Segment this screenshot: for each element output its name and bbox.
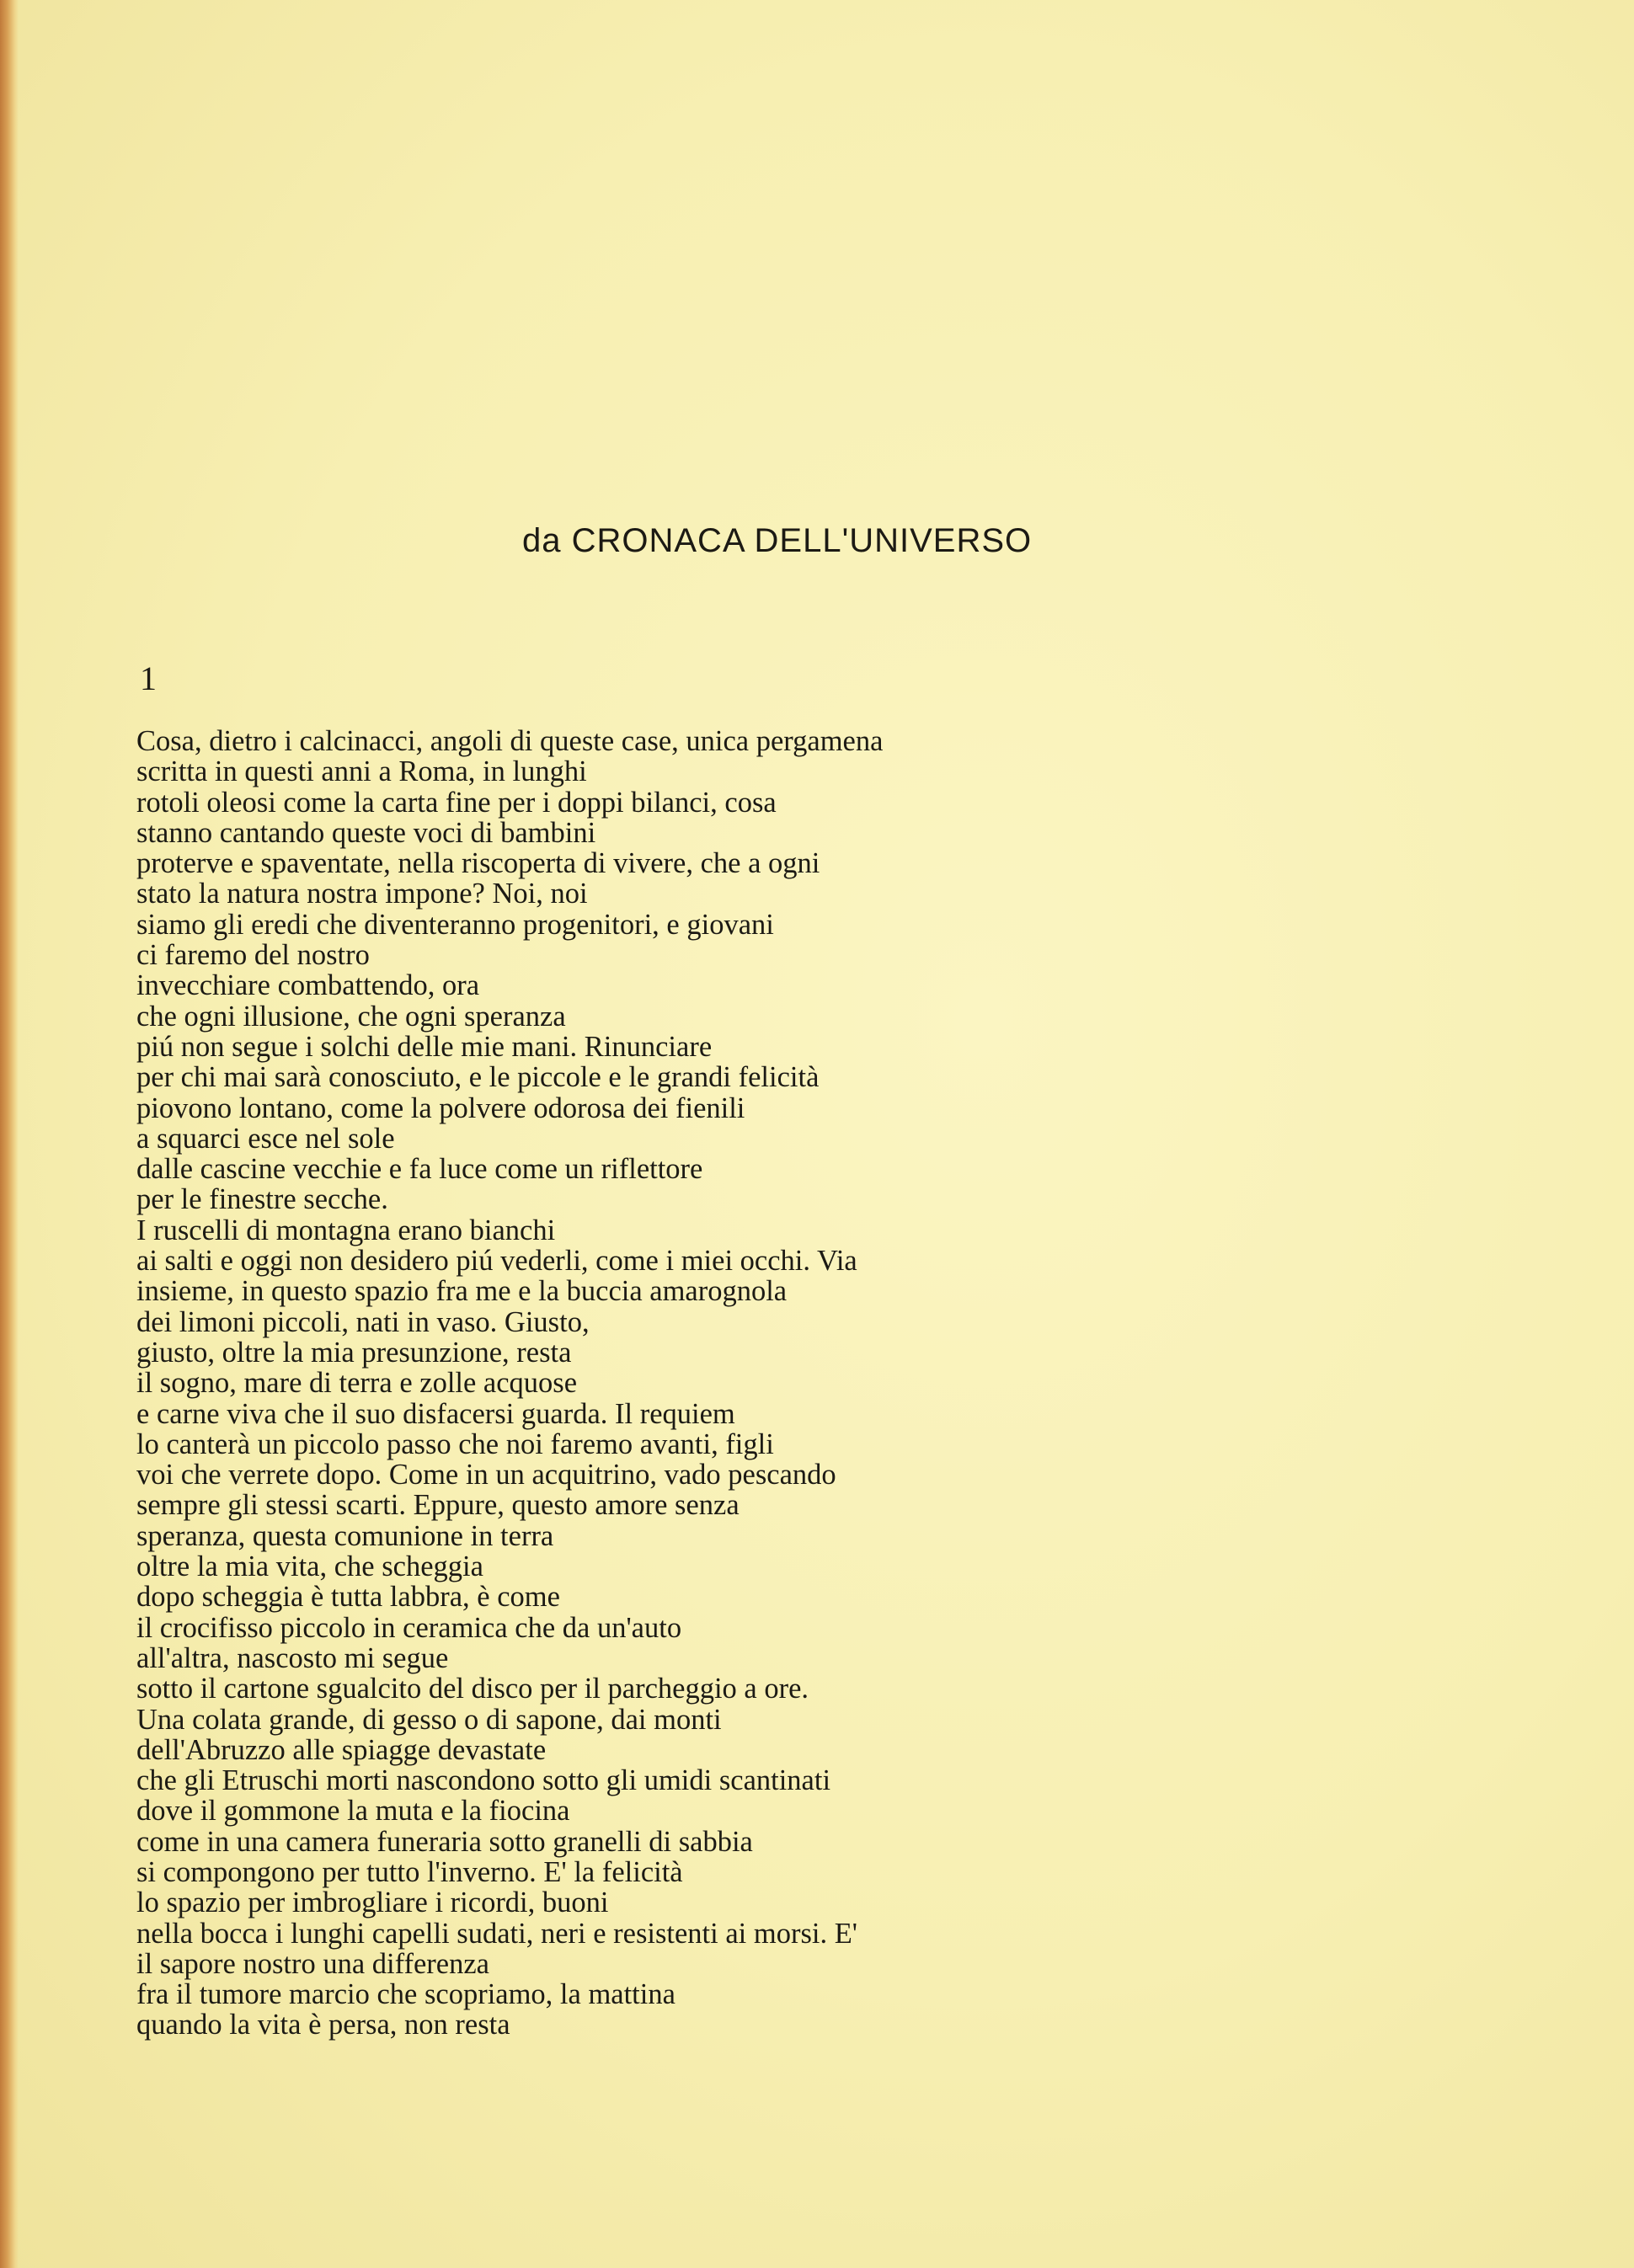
poem-line: sotto il cartone sgualcito del disco per il parcheggio a ore.	[136, 1673, 809, 1705]
poem-line: ai salti e oggi non desidero piú vederli, come i miei occhi. Via	[136, 1245, 857, 1278]
poem-line: insieme, in questo spazio fra me e la buccia amarognola	[136, 1275, 788, 1308]
poem-line: e carne viva che il suo disfacersi guarda. Il requiem	[136, 1397, 735, 1430]
poem-line: il crocifisso piccolo in ceramica che da un'auto	[136, 1611, 682, 1644]
poem-line: stato la natura nostra impone? Noi, noi	[136, 878, 588, 910]
page-binding-edge	[0, 0, 19, 2268]
poem-line: oltre la mia vita, che scheggia	[136, 1550, 483, 1583]
poem-line: sempre gli stessi scarti. Eppure, questo amore senza	[136, 1489, 740, 1522]
poem-line: che ogni illusione, che ogni speranza	[136, 1000, 566, 1033]
poem-body	[136, 726, 1231, 2041]
poem-line: dopo scheggia è tutta labbra, è come	[136, 1581, 560, 1614]
poem-line: speranza, questa comunione in terra	[136, 1519, 554, 1552]
poem-line: per chi mai sarà conosciuto, e le piccole e le grandi felicità	[136, 1061, 820, 1094]
poem-line: Cosa, dietro i calcinacci, angoli di queste case, unica pergamena	[136, 725, 884, 757]
poem-line: il sapore nostro una differenza	[136, 1947, 489, 1980]
poem-line: piovono lontano, come la polvere odorosa dei fienili	[136, 1091, 745, 1124]
poem-line: nella bocca i lunghi capelli sudati, neri e resistenti ai morsi. E'	[136, 1917, 857, 1950]
poem-line: proterve e spaventate, nella riscoperta di vivere, che a ogni	[136, 847, 820, 880]
poem-line: quando la vita è persa, non resta	[136, 2009, 510, 2041]
poem-line: siamo gli eredi che diventeranno progenitori, e giovani	[136, 908, 774, 941]
poem-line: invecchiare combattendo, ora	[136, 969, 480, 1002]
poem-line: il sogno, mare di terra e zolle acquose	[136, 1367, 578, 1400]
poem-line: Una colata grande, di gesso o di sapone, dai monti	[136, 1703, 722, 1736]
poem-line: voi che verrete dopo. Come in un acquitrino, vado pescando	[136, 1459, 836, 1492]
poem-line: dalle cascine vecchie e fa luce come un riflettore	[136, 1153, 703, 1186]
poem-collection-title: da CRONACA DELL'UNIVERSO	[522, 522, 1033, 559]
poem-line: dell'Abruzzo alle spiagge devastate	[136, 1733, 547, 1766]
poem-line: si compongono per tutto l'inverno. E' la felicità	[136, 1855, 683, 1888]
poem-line: che gli Etruschi morti nascondono sotto gli umidi scantinati	[136, 1764, 831, 1797]
section-number: 1	[140, 659, 157, 697]
poem-line: I ruscelli di montagna erano bianchi	[136, 1214, 556, 1246]
poem-line: lo canterà un piccolo passo che noi faremo avanti, figli	[136, 1428, 774, 1460]
poem-line: stanno cantando queste voci di bambini	[136, 816, 596, 849]
poem-line: rotoli oleosi come la carta fine per i doppi bilanci, cosa	[136, 786, 777, 819]
poem-line: come in una camera funeraria sotto granelli di sabbia	[136, 1825, 753, 1858]
poem-line: dei limoni piccoli, nati in vaso. Giusto,	[136, 1305, 590, 1338]
poem-line: ci faremo del nostro	[136, 939, 370, 972]
poem-line: lo spazio per imbrogliare i ricordi, buoni	[136, 1886, 609, 1919]
poem-line: per le finestre secche.	[136, 1183, 388, 1216]
poem-line: piú non segue i solchi delle mie mani. Rinunciare	[136, 1030, 713, 1063]
poem-line: a squarci esce nel sole	[136, 1122, 395, 1155]
poem-line: dove il gommone la muta e la fiocina	[136, 1795, 570, 1828]
poem-line: giusto, oltre la mia presunzione, resta	[136, 1336, 572, 1369]
poem-line: scritta in questi anni a Roma, in lunghi	[136, 755, 587, 788]
poem-line: fra il tumore marcio che scopriamo, la mattina	[136, 1978, 675, 2011]
poem-line: all'altra, nascosto mi segue	[136, 1641, 449, 1674]
